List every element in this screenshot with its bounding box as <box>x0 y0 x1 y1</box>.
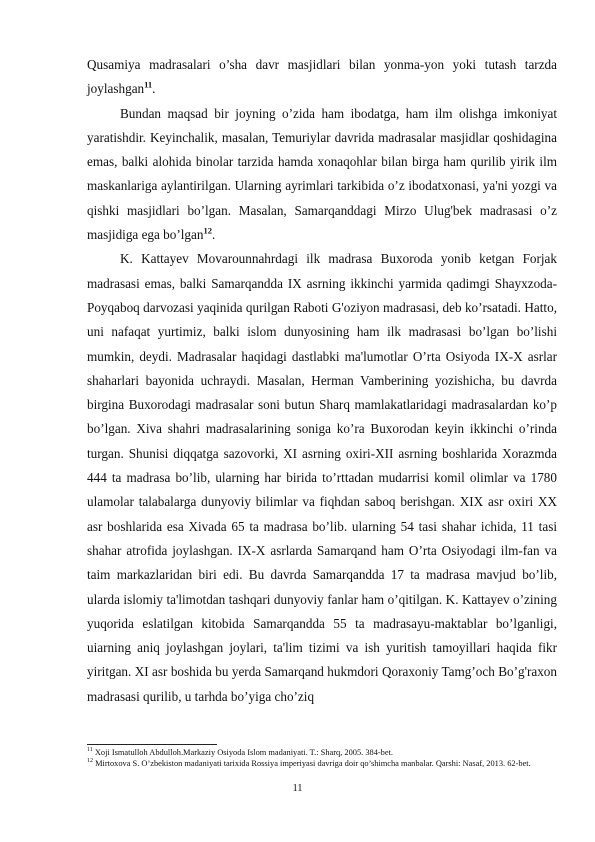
footnote-ref-12[interactable]: 12 <box>203 225 212 236</box>
paragraph-1-tail: . <box>152 81 156 97</box>
footnote-divider <box>87 744 217 745</box>
paragraph-1 <box>87 53 557 102</box>
footnote-11-text: Xoji Ismatulloh Abdulloh.Markaziy Osiyoda Islom madaniyati. T.: Sharq, 2005. 384-bet. <box>94 748 393 757</box>
footnote-ref-11[interactable]: 11 <box>144 79 153 90</box>
paragraph-3-text: K. Kattayev Movarounnahrdagi ilk madrasa Buxoroda yonib ketgan Forjak madrasasi emas, balki Samarqandda IX asrning ikkinchi yarmida qadimgi Shayxzoda-Poyqaboq darvozasi yaqinida qurilgan Raboti G'oziyon madrasasi, deb ko’rsatadi. Hatto, uni nafaqat yurtimiz, balki islom dunyosining ham ilk madrasasi bo’lgan bo’lishi mumkin, deydi. Madrasalar haqidagi dastlabki ma'lumotlar O’rta Osiyoda IX-X asrlar shaharlari bayonida uchraydi. Masalan, Herman Vamberining yozishicha, bu davrda birgina Buxorodagi madrasalar soni butun Sharq mamlakatlaridagi madrasalardan ko’p bo’lgan. Xiva shahri madrasalarining soniga ko’ra Buxorodan keyin ikkinchi o’rinda turgan. Shunisi diqqatga sazovorki, XI asrning oxiri-XII asrning boshlarida Xorazmda 444 ta madrasa bo’lib, ularning har birida to’rttadan mudarrisi komil olimlar va 1780 ulamolar talabalarga dunyoviy bilimlar va fiqhdan saboq berishgan. XIX asr oxiri XX asr boshlarida esa Xivada 65 ta madrasa bo’lib. ularning 54 tasi shahar ichida, 11 tasi shahar atrofida joylashgan. IX-X asrlarda Samarqand ham O’rta Osiyodagi ilm-fan va taim markazlaridan biri edi. Bu davrda Samarqandda 17 ta madrasa mavjud bo’lib, ularda islomiy ta'limotdan tashqari dunyoviy fanlar ham o’qitilgan. K. Kattayev o’zining yuqorida eslatilgan kitobida Samarqandda 55 ta madrasayu-maktablar bo’lganligi, uiarning aniq joylashgan joylari, ta'lim tizimi va ish yuritish tamoyillari haqida fikr yiritgan. XI asr boshida bu yerda Samarqand hukmdori Qoraxoniy Tamg’och Bo’g'raxon madrasasi qurilib, u tarhda bo’yiga cho’ziq <box>87 251 557 704</box>
footnotes <box>87 747 557 769</box>
paragraph-3 <box>87 247 557 709</box>
footnote-12-text: Mirtoxova S. O’zbekiston madaniyati tarixida Rossiya imperiyasi davriga doir qo’shimcha manbalar. Qarshi: Nasaf, 2013. 62-bet. <box>95 759 531 768</box>
footnote-11 <box>87 747 557 758</box>
footnote-11-number: 11 <box>87 747 93 754</box>
paragraph-2 <box>87 102 557 248</box>
body-text <box>87 53 557 709</box>
footnote-12-number: 12 <box>87 758 93 765</box>
paragraph-2-text: Bundan maqsad bir joyning o’zida ham ibodatga, ham ilm olishga imkoniyat yaratishdir. Keyinchalik, masalan, Temuriylar davrida madrasalar masjidlar qoshidagina emas, balki alohida binolar tarzida hamda xonaqohlar bilan birga ham qurilib yirik ilm maskanlariga aylantirilgan. Ularning ayrimlari tarkibida o’z ibodatxonasi, ya'ni yozgi va qishki masjidlari bo’lgan. Masalan, Samarqanddagi Mirzo Ulug'bek madrasasi o’z masjidiga ega bo’lgan <box>87 105 557 243</box>
paragraph-1-text: Qusamiya madrasalari o’sha davr masjidlari bilan yonma-yon yoki tutash tarzda joylashgan <box>87 57 557 97</box>
page-number: 11 <box>292 783 303 794</box>
paragraph-2-tail: . <box>211 227 216 243</box>
footnote-12 <box>87 758 557 769</box>
